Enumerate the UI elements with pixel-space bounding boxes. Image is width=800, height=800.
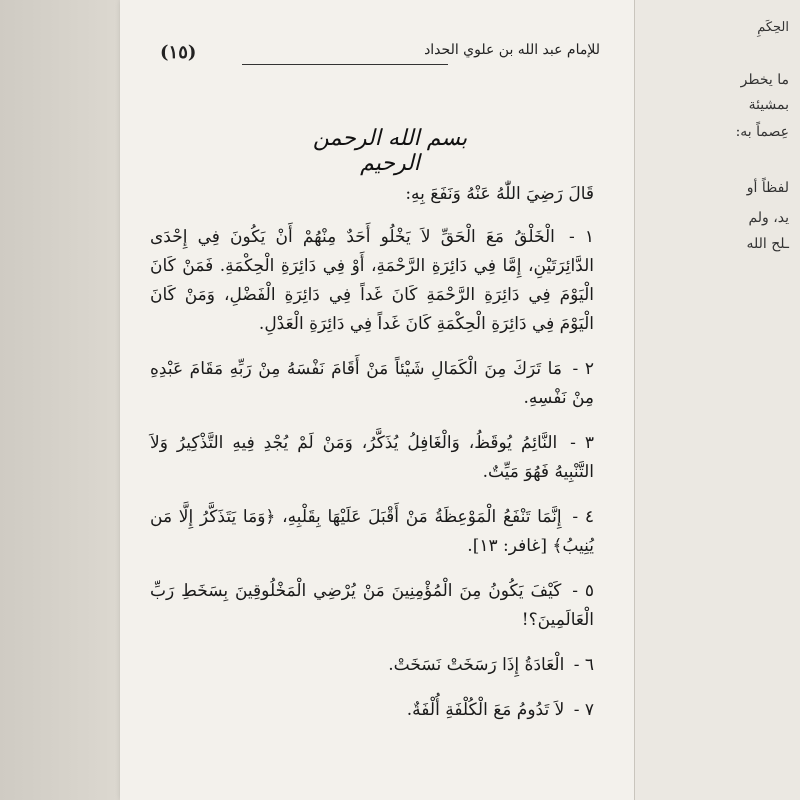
item-text: النَّائِمُ يُوقَظُ، وَالْغَافِلُ يُذَكَّرُ، وَمَنْ لَمْ يُجْدِ فِيهِ التَّذْكِيرُ وَلاَ التَّنْبِيهُ فَهُوَ مَيِّتٌ. [150, 433, 594, 482]
background-left [0, 0, 120, 800]
aphorism-item [150, 577, 594, 635]
facing-page-line: يد، ولم [748, 210, 789, 226]
item-number: ٧ - [573, 700, 594, 720]
facing-page-line: عِصماً به: [735, 124, 789, 140]
aphorism-item [150, 223, 594, 339]
facing-page-line: ـلح الله [746, 236, 789, 252]
aphorism-item [150, 503, 594, 561]
item-number: ٦ - [573, 655, 594, 675]
facing-page-line: لفظاً أو [746, 180, 789, 196]
facing-page-header: الحِكَمِ [757, 20, 789, 35]
aphorism-item [150, 696, 594, 725]
facing-page [634, 0, 800, 800]
page-body [150, 180, 594, 741]
facing-page-text [635, 0, 800, 800]
item-text: الْعَادَةُ إِذَا رَسَخَتْ نَسَخَتْ. [388, 655, 565, 675]
aphorism-item [150, 651, 594, 680]
facing-page-line: ما يخطر [740, 72, 789, 88]
facing-page-line: بمشيئة [748, 97, 789, 113]
item-number: ٥ - [572, 581, 594, 601]
item-number: ١ - [569, 227, 595, 247]
aphorism-item [150, 429, 594, 487]
basmala-calligraphy: بسم الله الرحمن الرحيم [312, 126, 468, 176]
intro-line: قَالَ رَضِيَ اللّٰهُ عَنْهُ وَنَفَعَ بِهِ: [405, 184, 594, 204]
item-text: مَا تَرَكَ مِنَ الْكَمَالِ شَيْئاً مَنْ أَقَامَ نَفْسَهُ مِنْ رَبِّهِ مَقَامَ عَبْدِهِ مِنْ نَفْسِهِ. [150, 359, 594, 408]
page-number: (١٥) [160, 42, 197, 63]
item-number: ٢ - [572, 359, 594, 379]
header-author: للإمام عبد الله بن علوي الحداد [424, 42, 600, 58]
aphorism-item [150, 355, 594, 413]
item-text: إِنَّمَا تَنْفَعُ الْمَوْعِظَةُ مَنْ أَقْبَلَ عَلَيْهَا بِقَلْبِهِ، ﴿وَمَا يَتَذَكَّرُ إِلَّا مَن يُنِيبُ﴾ [غافر: ١٣]. [150, 507, 594, 556]
item-text: لاَ تَدُومُ مَعَ الْكُلْفَةِ أُلْفَةٌ. [406, 700, 565, 720]
item-text: الْخَلْقُ مَعَ الْحَقِّ لاَ يَخْلُو أَحَدٌ مِنْهُمْ أَنْ يَكُونَ فِي إِحْدَى الدَّائِرَتَيْنِ، إِمَّا فِي دَائِرَةِ الرَّحْمَةِ، أَوْ فِي دَائِرَةِ الْحِكْمَةِ. فَمَنْ كَانَ الْيَوْمَ فِي دَائِرَةِ الرَّحْمَةِ كَانَ غَداً فِي دَائِرَةِ الْفَضْلِ، وَمَنْ كَانَ الْيَوْمَ فِي دَائِرَةِ الْحِكْمَةِ كَانَ غَداً فِي دَائِرَةِ الْعَدْلِ. [150, 227, 594, 334]
item-text: كَيْفَ يَكُونُ مِنَ الْمُؤْمِنِينَ مَنْ يُرْضِي الْمَخْلُوقِينَ بِسَخَطِ رَبِّ الْعَالَمِينَ؟! [150, 581, 594, 630]
header-rule [242, 64, 448, 65]
item-number: ٤ - [572, 507, 595, 527]
item-number: ٣ - [570, 433, 594, 453]
running-header [160, 42, 600, 72]
